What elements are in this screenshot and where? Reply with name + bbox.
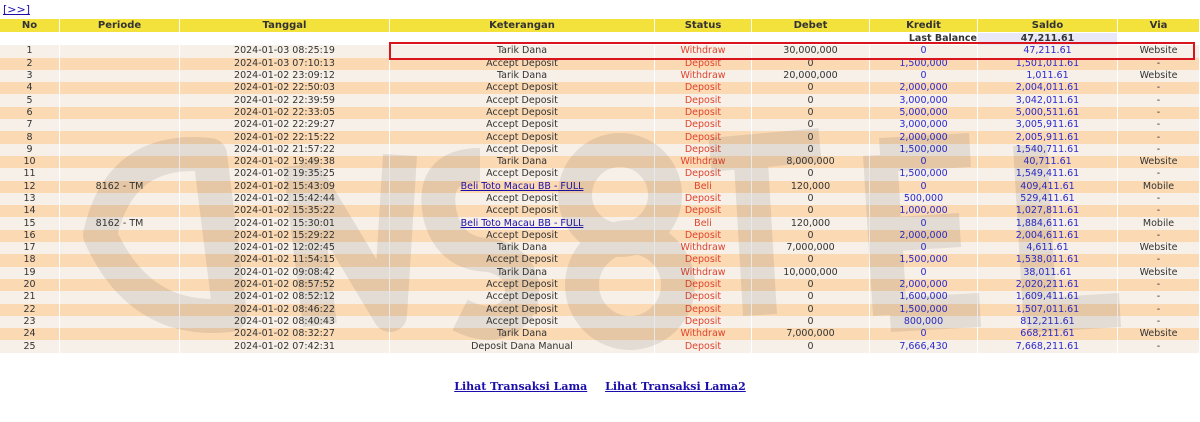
cell-no: 15 xyxy=(0,217,60,229)
table-row xyxy=(0,230,1200,242)
cell-no: 14 xyxy=(0,205,60,217)
cell-tanggal: 2024-01-02 15:43:09 xyxy=(180,181,390,193)
table-row xyxy=(0,58,1200,70)
cell-tanggal: 2024-01-02 15:42:44 xyxy=(180,193,390,205)
cell-tanggal: 2024-01-03 07:10:13 xyxy=(180,58,390,70)
cell-keterangan: Accept Deposit xyxy=(390,193,655,205)
cell-kredit: 0 xyxy=(870,70,978,82)
cell-tanggal: 2024-01-02 22:33:05 xyxy=(180,107,390,119)
cell-debet: 0 xyxy=(752,205,870,217)
cell-tanggal: 2024-01-02 08:32:27 xyxy=(180,328,390,340)
cell-periode xyxy=(60,291,180,303)
table-row xyxy=(0,131,1200,143)
col-header-saldo: Saldo xyxy=(978,19,1118,33)
cell-tanggal: 2024-01-02 19:35:25 xyxy=(180,168,390,180)
table-row xyxy=(0,70,1200,82)
cell-saldo: 409,411.61 xyxy=(978,181,1118,193)
cell-status: Deposit xyxy=(655,205,752,217)
table-row xyxy=(0,340,1200,352)
cell-saldo: 812,211.61 xyxy=(978,316,1118,328)
cell-kredit: 0 xyxy=(870,181,978,193)
table-row xyxy=(0,181,1200,193)
table-row xyxy=(0,291,1200,303)
cell-debet: 20,000,000 xyxy=(752,70,870,82)
cell-debet: 30,000,000 xyxy=(752,45,870,57)
transaction-table xyxy=(0,19,1200,353)
cell-via: Website xyxy=(1118,267,1200,279)
cell-kredit: 1,500,000 xyxy=(870,254,978,266)
cell-debet: 0 xyxy=(752,82,870,94)
cell-debet: 0 xyxy=(752,291,870,303)
cell-status: Withdraw xyxy=(655,70,752,82)
cell-status: Deposit xyxy=(655,304,752,316)
cell-status: Deposit xyxy=(655,230,752,242)
cell-debet: 7,000,000 xyxy=(752,242,870,254)
cell-status: Deposit xyxy=(655,131,752,143)
col-header-kredit: Kredit xyxy=(870,19,978,33)
table-row xyxy=(0,168,1200,180)
cell-saldo: 47,211.61 xyxy=(978,45,1118,57)
table-row xyxy=(0,316,1200,328)
cell-no: 25 xyxy=(0,340,60,352)
cell-saldo: 3,005,911.61 xyxy=(978,119,1118,131)
old-transactions-link[interactable]: Lihat Transaksi Lama xyxy=(454,380,588,393)
cell-via: - xyxy=(1118,254,1200,266)
cell-via: Website xyxy=(1118,156,1200,168)
cell-status: Deposit xyxy=(655,168,752,180)
cell-tanggal: 2024-01-02 22:39:59 xyxy=(180,94,390,106)
cell-periode xyxy=(60,328,180,340)
cell-tanggal: 2024-01-02 09:08:42 xyxy=(180,267,390,279)
cell-kredit: 1,500,000 xyxy=(870,144,978,156)
cell-via: - xyxy=(1118,131,1200,143)
cell-no: 8 xyxy=(0,131,60,143)
cell-periode xyxy=(60,316,180,328)
cell-keterangan: Accept Deposit xyxy=(390,279,655,291)
cell-debet: 8,000,000 xyxy=(752,156,870,168)
cell-status: Deposit xyxy=(655,58,752,70)
cell-debet: 0 xyxy=(752,58,870,70)
cell-kredit: 3,000,000 xyxy=(870,94,978,106)
cell-debet: 0 xyxy=(752,94,870,106)
cell-tanggal: 2024-01-03 08:25:19 xyxy=(180,45,390,57)
cell-via: Website xyxy=(1118,328,1200,340)
cell-keterangan: Accept Deposit xyxy=(390,168,655,180)
cell-no: 9 xyxy=(0,144,60,156)
cell-keterangan: Accept Deposit xyxy=(390,230,655,242)
cell-no: 1 xyxy=(0,45,60,57)
cell-status: Deposit xyxy=(655,340,752,352)
cell-status: Deposit xyxy=(655,107,752,119)
cell-status: Deposit xyxy=(655,94,752,106)
cell-tanggal: 2024-01-02 08:57:52 xyxy=(180,279,390,291)
cell-kredit: 7,666,430 xyxy=(870,340,978,352)
cell-periode xyxy=(60,267,180,279)
cell-periode xyxy=(60,70,180,82)
cell-via: - xyxy=(1118,340,1200,352)
cell-keterangan: Accept Deposit xyxy=(390,131,655,143)
cell-saldo: 2,004,011.61 xyxy=(978,82,1118,94)
cell-keterangan: Accept Deposit xyxy=(390,144,655,156)
cell-status: Deposit xyxy=(655,119,752,131)
cell-status: Withdraw xyxy=(655,45,752,57)
table-row xyxy=(0,156,1200,168)
cell-keterangan: Accept Deposit xyxy=(390,58,655,70)
cell-keterangan: Accept Deposit xyxy=(390,291,655,303)
cell-keterangan: Accept Deposit xyxy=(390,316,655,328)
cell-no: 24 xyxy=(0,328,60,340)
table-row xyxy=(0,82,1200,94)
cell-periode xyxy=(60,230,180,242)
cell-no: 2 xyxy=(0,58,60,70)
cell-status: Deposit xyxy=(655,144,752,156)
cell-periode xyxy=(60,58,180,70)
cell-keterangan: Accept Deposit xyxy=(390,94,655,106)
cell-kredit: 500,000 xyxy=(870,193,978,205)
table-row xyxy=(0,242,1200,254)
cell-kredit: 0 xyxy=(870,267,978,279)
cell-periode xyxy=(60,254,180,266)
cell-no: 17 xyxy=(0,242,60,254)
cell-kredit: 5,000,000 xyxy=(870,107,978,119)
cell-kredit: 800,000 xyxy=(870,316,978,328)
cell-periode: 8162 - TM xyxy=(60,181,180,193)
cell-no: 12 xyxy=(0,181,60,193)
cell-saldo: 1,027,811.61 xyxy=(978,205,1118,217)
cell-debet: 0 xyxy=(752,131,870,143)
cell-tanggal: 2024-01-02 08:40:43 xyxy=(180,316,390,328)
cell-keterangan xyxy=(390,217,655,229)
cell-periode xyxy=(60,144,180,156)
cell-debet: 0 xyxy=(752,230,870,242)
cell-via: - xyxy=(1118,168,1200,180)
cell-via: - xyxy=(1118,94,1200,106)
cell-periode: 8162 - TM xyxy=(60,217,180,229)
cell-periode xyxy=(60,168,180,180)
cell-kredit: 1,500,000 xyxy=(870,58,978,70)
cell-keterangan: Tarik Dana xyxy=(390,156,655,168)
cell-kredit: 3,000,000 xyxy=(870,119,978,131)
cell-periode xyxy=(60,107,180,119)
cell-tanggal: 2024-01-02 23:09:12 xyxy=(180,70,390,82)
cell-tanggal: 2024-01-02 15:29:22 xyxy=(180,230,390,242)
cell-via: - xyxy=(1118,58,1200,70)
cell-via: - xyxy=(1118,144,1200,156)
cell-no: 4 xyxy=(0,82,60,94)
cell-tanggal: 2024-01-02 22:29:27 xyxy=(180,119,390,131)
cell-debet: 0 xyxy=(752,254,870,266)
cell-kredit: 0 xyxy=(870,328,978,340)
cell-via: - xyxy=(1118,291,1200,303)
col-header-no: No xyxy=(0,19,60,33)
cell-status: Beli xyxy=(655,217,752,229)
cell-status: Deposit xyxy=(655,82,752,94)
cell-status: Deposit xyxy=(655,193,752,205)
col-header-debet: Debet xyxy=(752,19,870,33)
table-row xyxy=(0,45,1200,57)
cell-saldo: 4,611.61 xyxy=(978,242,1118,254)
cell-periode xyxy=(60,279,180,291)
cell-tanggal: 2024-01-02 21:57:22 xyxy=(180,144,390,156)
cell-periode xyxy=(60,156,180,168)
cell-kredit: 0 xyxy=(870,45,978,57)
cell-saldo: 7,668,211.61 xyxy=(978,340,1118,352)
cell-keterangan: Accept Deposit xyxy=(390,254,655,266)
cell-tanggal: 2024-01-02 12:02:45 xyxy=(180,242,390,254)
cell-saldo: 1,507,011.61 xyxy=(978,304,1118,316)
cell-saldo: 2,020,211.61 xyxy=(978,279,1118,291)
cell-debet: 120,000 xyxy=(752,181,870,193)
cell-status: Deposit xyxy=(655,316,752,328)
cell-debet: 120,000 xyxy=(752,217,870,229)
cell-keterangan: Accept Deposit xyxy=(390,205,655,217)
cell-keterangan: Tarik Dana xyxy=(390,70,655,82)
cell-no: 16 xyxy=(0,230,60,242)
cell-saldo: 1,538,011.61 xyxy=(978,254,1118,266)
cell-no: 19 xyxy=(0,267,60,279)
cell-periode xyxy=(60,205,180,217)
cell-kredit: 1,500,000 xyxy=(870,168,978,180)
next-page-link[interactable]: [>>] xyxy=(3,3,31,16)
cell-debet: 10,000,000 xyxy=(752,267,870,279)
cell-periode xyxy=(60,131,180,143)
col-header-via: Via xyxy=(1118,19,1200,33)
cell-keterangan: Tarik Dana xyxy=(390,267,655,279)
cell-tanggal: 2024-01-02 08:46:22 xyxy=(180,304,390,316)
cell-kredit: 2,000,000 xyxy=(870,279,978,291)
cell-keterangan: Accept Deposit xyxy=(390,119,655,131)
cell-debet: 0 xyxy=(752,340,870,352)
cell-debet: 0 xyxy=(752,304,870,316)
table-row xyxy=(0,205,1200,217)
cell-debet: 0 xyxy=(752,279,870,291)
cell-debet: 0 xyxy=(752,144,870,156)
table-header-row xyxy=(0,19,1200,33)
cell-kredit: 0 xyxy=(870,217,978,229)
cell-kredit: 2,000,000 xyxy=(870,82,978,94)
cell-status: Deposit xyxy=(655,279,752,291)
cell-keterangan: Tarik Dana xyxy=(390,242,655,254)
col-header-status: Status xyxy=(655,19,752,33)
cell-via: Mobile xyxy=(1118,217,1200,229)
cell-no: 22 xyxy=(0,304,60,316)
cell-status: Withdraw xyxy=(655,242,752,254)
cell-debet: 0 xyxy=(752,193,870,205)
table-row xyxy=(0,267,1200,279)
cell-status: Withdraw xyxy=(655,328,752,340)
cell-kredit: 1,000,000 xyxy=(870,205,978,217)
cell-saldo: 5,000,511.61 xyxy=(978,107,1118,119)
cell-debet: 0 xyxy=(752,168,870,180)
cell-tanggal: 2024-01-02 22:15:22 xyxy=(180,131,390,143)
cell-via: Website xyxy=(1118,70,1200,82)
table-row xyxy=(0,254,1200,266)
cell-via: - xyxy=(1118,230,1200,242)
cell-via: - xyxy=(1118,205,1200,217)
cell-saldo: 40,711.61 xyxy=(978,156,1118,168)
cell-keterangan xyxy=(390,181,655,193)
table-row xyxy=(0,94,1200,106)
col-header-keterangan: Keterangan xyxy=(390,19,655,33)
cell-saldo: 529,411.61 xyxy=(978,193,1118,205)
cell-via: Website xyxy=(1118,45,1200,57)
cell-status: Beli xyxy=(655,181,752,193)
last-balance-label: Last Balance xyxy=(870,33,978,45)
cell-saldo: 38,011.61 xyxy=(978,267,1118,279)
transaction-detail-link[interactable]: Beli Toto Macau BB - FULL xyxy=(460,180,584,192)
cell-no: 7 xyxy=(0,119,60,131)
cell-tanggal: 2024-01-02 15:35:22 xyxy=(180,205,390,217)
cell-via: Website xyxy=(1118,242,1200,254)
cell-no: 11 xyxy=(0,168,60,180)
cell-kredit: 0 xyxy=(870,242,978,254)
transaction-detail-link[interactable]: Beli Toto Macau BB - FULL xyxy=(460,217,584,229)
col-header-periode: Periode xyxy=(60,19,180,33)
cell-no: 20 xyxy=(0,279,60,291)
cell-tanggal: 2024-01-02 15:30:01 xyxy=(180,217,390,229)
table-row xyxy=(0,304,1200,316)
cell-via: - xyxy=(1118,107,1200,119)
old-transactions-link-2[interactable]: Lihat Transaksi Lama2 xyxy=(605,380,746,393)
cell-debet: 7,000,000 xyxy=(752,328,870,340)
cell-keterangan: Tarik Dana xyxy=(390,45,655,57)
cell-saldo: 1,501,011.61 xyxy=(978,58,1118,70)
cell-no: 5 xyxy=(0,94,60,106)
cell-periode xyxy=(60,193,180,205)
cell-status: Deposit xyxy=(655,254,752,266)
table-row xyxy=(0,193,1200,205)
cell-kredit: 2,000,000 xyxy=(870,230,978,242)
cell-no: 6 xyxy=(0,107,60,119)
cell-via: - xyxy=(1118,279,1200,291)
cell-saldo: 1,011.61 xyxy=(978,70,1118,82)
cell-tanggal: 2024-01-02 22:50:03 xyxy=(180,82,390,94)
col-header-tanggal: Tanggal xyxy=(180,19,390,33)
last-balance-value: 47,211.61 xyxy=(978,33,1118,45)
cell-status: Withdraw xyxy=(655,156,752,168)
cell-saldo: 3,042,011.61 xyxy=(978,94,1118,106)
cell-debet: 0 xyxy=(752,107,870,119)
last-balance-row xyxy=(0,33,1200,45)
table-row xyxy=(0,279,1200,291)
cell-periode xyxy=(60,304,180,316)
cell-tanggal: 2024-01-02 08:52:12 xyxy=(180,291,390,303)
cell-via: - xyxy=(1118,316,1200,328)
cell-saldo: 2,005,911.61 xyxy=(978,131,1118,143)
cell-via: - xyxy=(1118,119,1200,131)
cell-saldo: 668,211.61 xyxy=(978,328,1118,340)
cell-status: Withdraw xyxy=(655,267,752,279)
cell-no: 13 xyxy=(0,193,60,205)
cell-saldo: 1,884,611.61 xyxy=(978,217,1118,229)
cell-saldo: 1,609,411.61 xyxy=(978,291,1118,303)
cell-periode xyxy=(60,340,180,352)
cell-kredit: 2,000,000 xyxy=(870,131,978,143)
cell-debet: 0 xyxy=(752,119,870,131)
cell-via: - xyxy=(1118,193,1200,205)
cell-keterangan: Accept Deposit xyxy=(390,82,655,94)
cell-via: - xyxy=(1118,304,1200,316)
cell-periode xyxy=(60,82,180,94)
cell-status: Deposit xyxy=(655,291,752,303)
cell-no: 10 xyxy=(0,156,60,168)
cell-tanggal: 2024-01-02 11:54:15 xyxy=(180,254,390,266)
table-row xyxy=(0,107,1200,119)
cell-via: - xyxy=(1118,82,1200,94)
cell-no: 21 xyxy=(0,291,60,303)
cell-saldo: 2,004,611.61 xyxy=(978,230,1118,242)
table-row xyxy=(0,217,1200,229)
cell-kredit: 1,500,000 xyxy=(870,304,978,316)
cell-keterangan: Accept Deposit xyxy=(390,107,655,119)
footer-links xyxy=(0,380,1200,393)
table-row xyxy=(0,328,1200,340)
cell-via: Mobile xyxy=(1118,181,1200,193)
cell-tanggal: 2024-01-02 19:49:38 xyxy=(180,156,390,168)
cell-periode xyxy=(60,119,180,131)
cell-periode xyxy=(60,94,180,106)
cell-no: 3 xyxy=(0,70,60,82)
cell-no: 18 xyxy=(0,254,60,266)
cell-debet: 0 xyxy=(752,316,870,328)
cell-kredit: 0 xyxy=(870,156,978,168)
cell-saldo: 1,549,411.61 xyxy=(978,168,1118,180)
cell-keterangan: Tarik Dana xyxy=(390,328,655,340)
cell-saldo: 1,540,711.61 xyxy=(978,144,1118,156)
cell-keterangan: Deposit Dana Manual xyxy=(390,340,655,352)
cell-tanggal: 2024-01-02 07:42:31 xyxy=(180,340,390,352)
cell-periode xyxy=(60,45,180,57)
cell-kredit: 1,600,000 xyxy=(870,291,978,303)
table-row xyxy=(0,144,1200,156)
cell-periode xyxy=(60,242,180,254)
cell-no: 23 xyxy=(0,316,60,328)
cell-keterangan: Accept Deposit xyxy=(390,304,655,316)
table-row xyxy=(0,119,1200,131)
